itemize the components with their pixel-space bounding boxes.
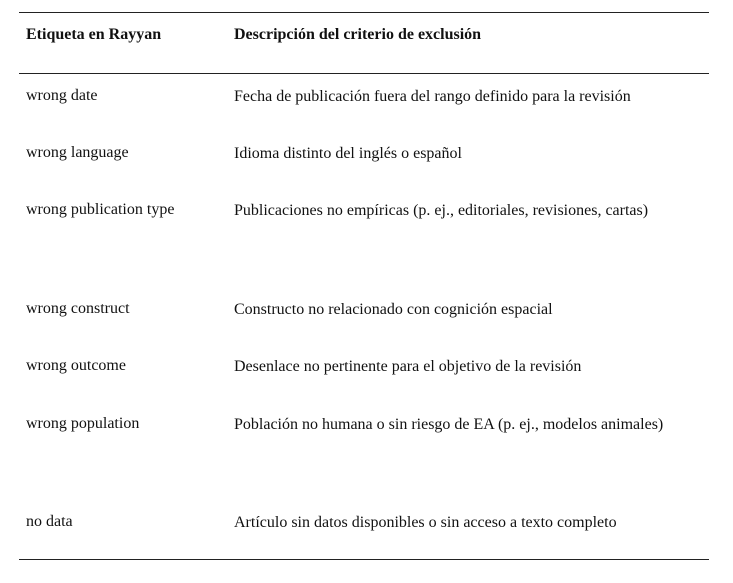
table-body [19, 74, 709, 559]
row-description: Idioma distinto del inglés o español [234, 145, 462, 162]
row-label: wrong date [26, 87, 98, 104]
row-description: Artículo sin datos disponibles o sin acceso a texto completo [234, 514, 617, 531]
row-description: Población no humana o sin riesgo de EA (p. ej., modelos animales) [234, 416, 664, 433]
row-label: wrong population [26, 415, 140, 432]
exclusion-criteria-table [19, 12, 709, 560]
row-label: no data [26, 513, 73, 530]
row-label: wrong language [26, 144, 129, 161]
row-label: wrong outcome [26, 357, 126, 374]
row-label: wrong construct [26, 300, 130, 317]
table-header [19, 13, 709, 73]
row-description: Desenlace no pertinente para el objetivo de la revisión [234, 358, 582, 375]
header-label-column: Etiqueta en Rayyan [26, 26, 162, 43]
bottom-rule [19, 559, 709, 560]
row-description: Publicaciones no empíricas (p. ej., editoriales, revisiones, cartas) [234, 202, 649, 219]
row-label: wrong publication type [26, 201, 175, 218]
row-description: Fecha de publicación fuera del rango definido para la revisión [234, 88, 631, 105]
row-description: Constructo no relacionado con cognición espacial [234, 301, 553, 318]
header-description-column: Descripción del criterio de exclusión [234, 26, 482, 43]
